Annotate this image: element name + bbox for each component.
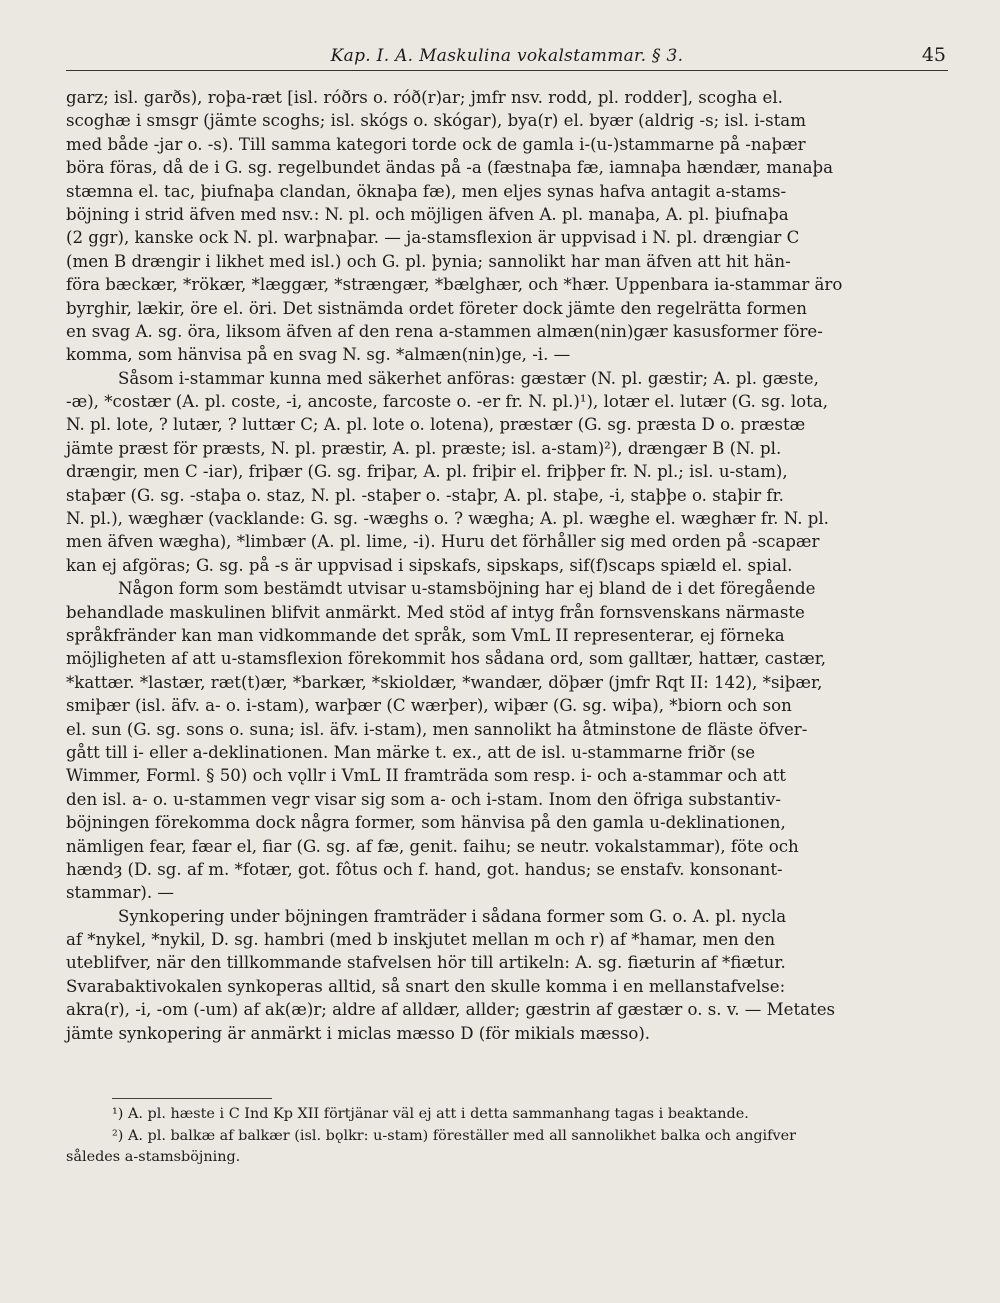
text-line: akra(r), -i, -om (-um) af ak(æ)r; aldre af alldær, allder; gæstrin af gæstær o. s. v. — Metates	[66, 1000, 836, 1020]
page-header	[66, 44, 948, 70]
running-title: Kap. I. A. Maskulina vokalstammar. § 3.	[330, 46, 684, 66]
text-line: böjning i strid äfven med nsv.: N. pl. och möjligen äfven A. pl. manaþa, A. pl. þiufnaþa	[66, 204, 789, 224]
text-line: behandlade maskulinen blifvit anmärkt. Med stöd af intyg från fornsvenskans närmaste	[66, 602, 805, 622]
body-text	[66, 86, 948, 1045]
text-line: stæmna el. tac, þiufnaþa clandan, öknaþa fæ), men eljes synas hafva antagit a-stams-	[66, 181, 787, 201]
text-line: staþær (G. sg. -staþa o. staz, N. pl. -staþer o. -staþr, A. pl. staþe, -i, staþþe o. staþir fr.	[66, 485, 784, 505]
paragraph-start-line: Någon form som bestämdt utvisar u-stamsböjning har ej bland de i det föregående	[118, 579, 816, 599]
text-line: språkfränder kan man vidkommande det språk, som VmL II representerar, ej förneka	[66, 625, 785, 645]
text-line: uteblifver, när den tillkommande stafvelsen hör till artikeln: A. sg. fiæturin af *fiætur.	[66, 953, 786, 973]
header-rule	[66, 70, 948, 71]
text-line: jämte præst för præsts, N. pl. præstir, A. pl. præste; isl. a-stam)²), drængær B (N. pl.	[66, 438, 782, 458]
text-line: drængir, men C -iar), friþær (G. sg. friþar, A. pl. friþir el. friþþer fr. N. pl.; isl. u-stam),	[66, 462, 788, 482]
text-line: byrghir, lækir, öre el. öri. Det sistnämda ordet företer dock jämte den regelrätta formen	[66, 298, 807, 318]
text-line: föra bæckær, *rökær, *læggær, *strængær, *bælghær, och *hær. Uppenbara ia-stammar äro	[66, 275, 843, 295]
text-line: böjningen förekomma dock några former, som hänvisa på den gamla u-deklinationen,	[66, 813, 786, 833]
paragraph-start-line: Synkopering under böjningen framträder i sådana former som G. o. A. pl. nycla	[118, 906, 787, 926]
text-line: den isl. a- o. u-stammen vegr visar sig som a- och i-stam. Inom den öfriga substantiv-	[66, 789, 781, 809]
text-line: stammar). —	[66, 883, 174, 903]
text-line: el. sun (G. sg. sons o. suna; isl. äfv. i-stam), men sannolikt ha åtminstone de fläste öfver-	[66, 719, 808, 739]
text-line: *kattær. *lastær, ræt(t)ær, *barkær, *skioldær, *wandær, döþær (jmfr Rqt II: 142), *siþær,	[66, 672, 823, 692]
footnote-2-continuation: således a-stamsböjning.	[66, 1149, 241, 1165]
footnote-1: ¹) A. pl. hæste i C Ind Kp XII förtjänar väl ej att i detta sammanhang tagas i beaktande.	[112, 1106, 749, 1122]
text-line: men äfven wægha), *limbær (A. pl. lime, -i). Huru det förhåller sig med orden på -scapær	[66, 532, 820, 552]
text-line: böra föras, då de i G. sg. regelbundet ändas på -a (fæstnaþa fæ, iamnaþa hændær, manaþa	[66, 158, 833, 178]
text-line: smiþær (isl. äfv. a- o. i-stam), warþær (C wærþer), wiþær (G. sg. wiþa), *biorn och son	[66, 696, 792, 716]
text-line: hændȝ (D. sg. af m. *fotær, got. fôtus och f. hand, got. handus; se enstafv. konsonant-	[66, 859, 783, 879]
text-line: en svag A. sg. öra, liksom äfven af den rena a-stammen almæn(nin)gær kasusformer före-	[66, 321, 823, 341]
text-line: scoghæ i smsgr (jämte scoghs; isl. skógs o. skógar), bya(r) el. byær (aldrig -s; isl. i-stam	[66, 111, 806, 131]
text-line: Svarabaktivokalen synkoperas alltid, så snart den skulle komma i en mellanstafvelse:	[66, 976, 786, 996]
text-line: N. pl. lote, ? lutær, ? luttær C; A. pl. lote o. lotena), præstær (G. sg. præsta D o. præstæ	[66, 415, 806, 435]
text-line: kan ej afgöras; G. sg. på -s är uppvisad i sipskafs, sipskaps, sif(f)scaps spiæld el. spial.	[66, 555, 793, 575]
footnote-2: ²) A. pl. balkæ af balkær (isl. bǫlkr: u-stam) föreställer med all sannolikhet balka och angifver	[112, 1127, 797, 1144]
text-line: nämligen fear, fæar el, fiar (G. sg. af fæ, genit. faihu; se neutr. vokalstammar), föte och	[66, 836, 799, 856]
footnote-rule	[112, 1098, 272, 1099]
text-line: Wimmer, Forml. § 50) och vǫllr i VmL II framträda som resp. i- och a-stammar och att	[66, 766, 786, 786]
text-line: jämte synkopering är anmärkt i miclas mæsso D (för mikials mæsso).	[66, 1023, 651, 1043]
text-line: (men B drængir i likhet med isl.) och G. pl. þynia; sannolikt har man äfven att hit hän-	[66, 251, 791, 271]
text-line: garz; isl. garðs), roþa-ræt [isl. róðrs o. róð(r)ar; jmfr nsv. rodd, pl. rodder], scogha el.	[66, 88, 783, 107]
text-line: möjligheten af att u-stamsflexion förekommit hos sådana ord, som galltær, hattær, castær,	[66, 649, 827, 669]
page-number: 45	[921, 44, 946, 66]
text-line: N. pl.), wæghær (vacklande: G. sg. -wæghs o. ? wægha; A. pl. wæghe el. wæghær fr. N. pl.	[66, 509, 829, 529]
paragraph-start-line: Såsom i-stammar kunna med säkerhet anföras: gæstær (N. pl. gæstir; A. pl. gæste,	[118, 368, 819, 388]
footnotes	[66, 1104, 948, 1169]
text-line: gått till i- eller a-deklinationen. Man märke t. ex., att de isl. u-stammarne friðr (se	[66, 742, 756, 762]
text-line: komma, som hänvisa på en svag N. sg. *almæn(nin)ge, -i. —	[66, 345, 571, 365]
text-line: -æ), *costær (A. pl. coste, -i, ancoste, farcoste o. -er fr. N. pl.)¹), lotær el. lutær (G. sg. lota,	[66, 392, 828, 412]
text-line: (2 ggr), kanske ock N. pl. warþnaþar. — ja-stamsflexion är uppvisad i N. pl. drængiar C	[66, 228, 800, 248]
text-line: af *nykel, *nykil, D. sg. hambri (med b inskjutet mellan m och r) af *hamar, men den	[66, 930, 776, 950]
text-line: med både -jar o. -s). Till samma kategori torde ock de gamla i-(u-)stammarne på -naþær	[66, 134, 806, 154]
